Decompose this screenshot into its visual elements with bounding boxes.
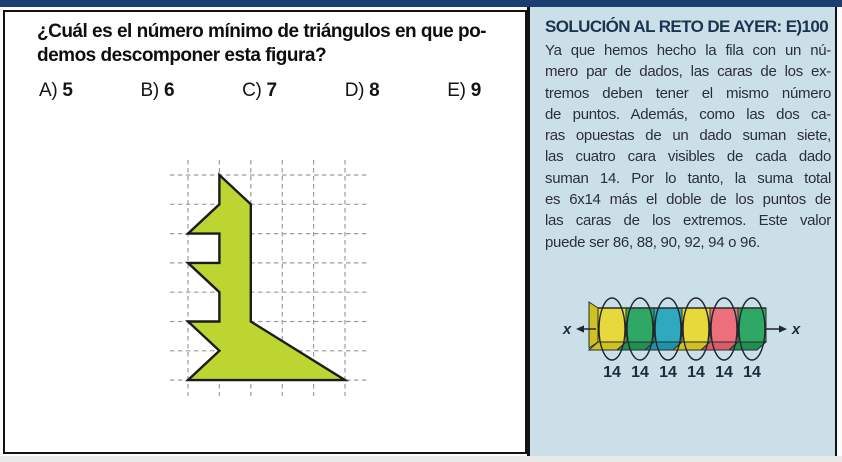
question-panel [3, 10, 527, 454]
solution-body-line: tremos deben tener el mismo número [545, 84, 831, 102]
sum-label: 14 [603, 364, 621, 381]
triangle-puzzle-figure [160, 150, 390, 406]
solution-body [545, 40, 831, 253]
die-front-face [710, 308, 738, 342]
question-line-2: demos descomponer esta figura? [37, 45, 327, 66]
solution-body-line: puede ser 86, 88, 90, 92, 94 o 96. [545, 233, 760, 251]
solution-body-line: mero par de dados, las caras de los ex- [545, 63, 831, 81]
die-front-face [598, 308, 626, 342]
sum-label: 14 [687, 364, 705, 381]
sum-label: 14 [659, 364, 677, 381]
solution-body-line: suman 14. Por lo tanto, la suma total [545, 169, 831, 187]
solution-body-line: de puntos. Además, como las dos ca- [545, 105, 831, 123]
answer-option-e: E) 9 [447, 80, 481, 101]
sum-label: 14 [743, 364, 761, 381]
question-text [37, 20, 486, 68]
bottom-strip [0, 456, 842, 462]
left-arrowhead [576, 325, 584, 332]
solution-body-line: Ya que hemos hecho la fila con un nú- [545, 42, 831, 59]
figure-polygon [188, 175, 345, 380]
solution-body-line: ras opuestas de un dado suman siete, [545, 127, 831, 145]
die-left-face [589, 302, 598, 348]
solution-panel [527, 7, 837, 456]
die-front-face [654, 308, 682, 342]
dice-row-diagram [540, 288, 810, 388]
solution-title: SOLUCIÓN AL RETO DE AYER: E)100 [545, 17, 829, 36]
sum-label: 14 [715, 364, 733, 381]
question-line-1: ¿Cuál es el número mínimo de triángulos en que po- [37, 21, 486, 42]
die-front-face [682, 308, 710, 342]
solution-body-line: las cuatro cara visibles de cada dado [545, 148, 831, 166]
axis-label-right: x [791, 321, 801, 338]
answer-option-c: C) 7 [242, 80, 277, 101]
solution-body-line: es 6x14 más el doble de los puntos de [545, 191, 831, 209]
answer-option-a: A) 5 [39, 80, 73, 101]
die-front-face [626, 308, 654, 342]
right-arrowhead [779, 325, 787, 332]
die-front-face [738, 308, 766, 342]
axis-label-left: x [562, 321, 572, 338]
solution-body-line: las caras de los extremos. Este valor [545, 212, 831, 230]
sum-label: 14 [631, 364, 649, 381]
answer-options [39, 80, 481, 102]
answer-option-b: B) 6 [140, 80, 175, 101]
answer-option-d: D) 8 [344, 80, 380, 101]
top-accent-bar [0, 0, 842, 7]
